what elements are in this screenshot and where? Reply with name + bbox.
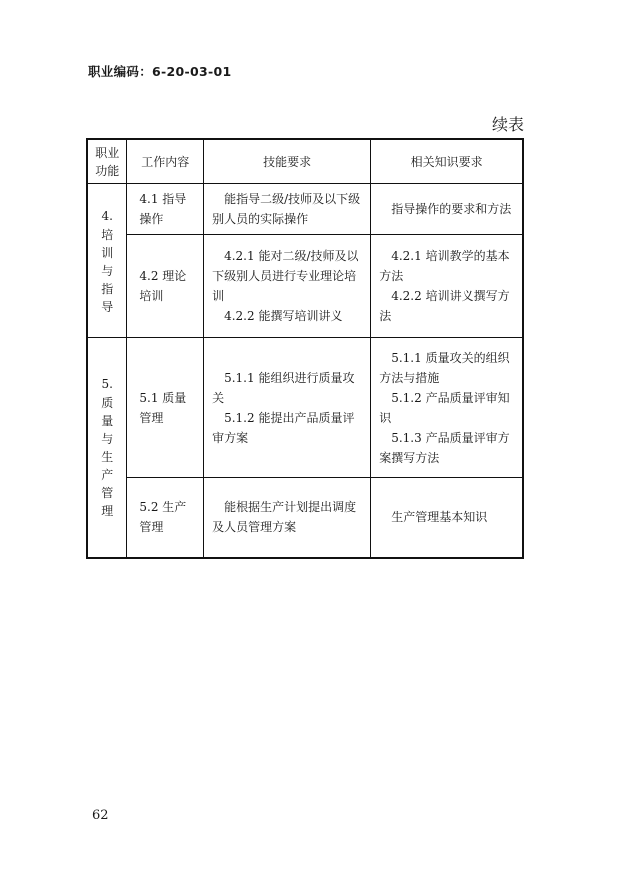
work-content-cell: 4.1 指导操作 [127, 184, 204, 235]
page-number: 62 [92, 808, 109, 823]
knowledge-item: 5.1.2 产品质量评审知识 [379, 390, 510, 425]
skill-cell [204, 478, 371, 558]
knowledge-item: 4.2.2 培训讲义撰写方法 [379, 289, 510, 323]
knowledge-cell [371, 338, 523, 478]
knowledge-cell [371, 478, 523, 558]
table-row [87, 338, 523, 478]
function-cell-training [87, 184, 127, 338]
table-row [87, 235, 523, 338]
continued-table-label: 续表 [491, 115, 524, 134]
work-content-cell: 5.2 生产管理 [127, 478, 204, 558]
function-name: 培训与指导 [101, 227, 114, 314]
knowledge-cell [371, 235, 523, 338]
function-number: 4. [101, 208, 113, 223]
header-work-content: 工作内容 [127, 139, 204, 184]
work-content-cell: 4.2 理论培训 [127, 235, 204, 338]
skill-item: 5.1.2 能提出产品质量评审方案 [212, 410, 355, 445]
table-header-row [87, 139, 523, 184]
skill-item: 4.2.1 能对二级/技师及以下级别人员进行专业理论培训 [212, 249, 359, 303]
table-row [87, 478, 523, 558]
function-number: 5. [101, 377, 113, 392]
knowledge-item: 生产管理基本知识 [391, 510, 488, 525]
skill-cell [204, 235, 371, 338]
knowledge-item: 指导操作的要求和方法 [391, 202, 512, 216]
function-cell-quality [87, 338, 127, 558]
skill-cell [204, 338, 371, 478]
work-content-cell: 5.1 质量管理 [127, 338, 204, 478]
occupation-code: 职业编码：6-20-03-01 [88, 64, 232, 79]
knowledge-item: 4.2.1 培训教学的基本方法 [379, 249, 510, 283]
header-function: 职业功能 [87, 139, 127, 184]
header-skill-requirements: 技能要求 [204, 139, 371, 184]
knowledge-item: 5.1.1 质量攻关的组织方法与措施 [379, 350, 510, 385]
skills-requirements-table [86, 138, 524, 559]
header-knowledge-requirements: 相关知识要求 [371, 139, 523, 184]
skill-item: 能根据生产计划提出调度及人员管理方案 [212, 500, 357, 535]
skill-item: 能指导二级/技师及以下级别人员的实际操作 [212, 192, 361, 226]
knowledge-item: 5.1.3 产品质量评审方案撰写方法 [379, 430, 510, 465]
knowledge-cell [371, 184, 523, 235]
table-row [87, 184, 523, 235]
skill-item: 5.1.1 能组织进行质量攻关 [212, 370, 355, 405]
function-name: 质量与生产管理 [101, 396, 114, 519]
skill-item: 4.2.2 能撰写培训讲义 [224, 309, 343, 323]
skill-cell [204, 184, 371, 235]
